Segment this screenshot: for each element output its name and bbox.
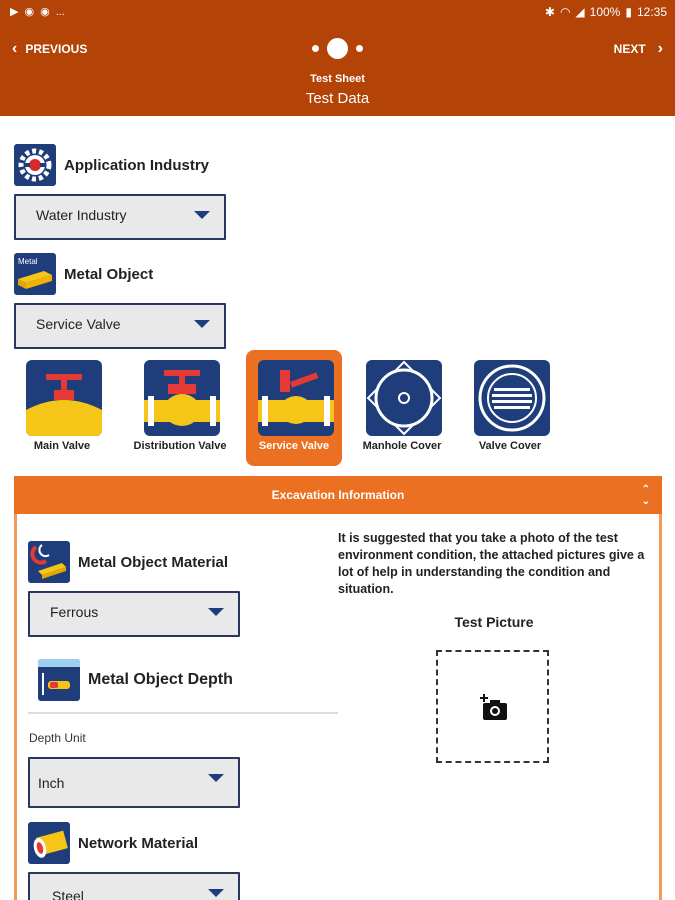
chevron-down-icon	[194, 211, 210, 219]
metal-object-header	[14, 253, 153, 295]
depth-unit-dropdown-value: Inch	[38, 775, 65, 791]
tile-main-valve[interactable]	[14, 350, 110, 466]
collapse-toggle-icon[interactable]: ⌃ ⌄	[641, 484, 650, 507]
network-header	[28, 822, 198, 864]
main-valve-icon	[26, 360, 102, 436]
distribution-valve-icon	[144, 360, 220, 436]
valve-cover-icon	[474, 360, 550, 436]
chevron-down-icon	[208, 774, 224, 782]
metal-bar-icon	[14, 253, 56, 295]
signal-icon: ◢	[575, 5, 585, 19]
industry-dropdown-value: Water Industry	[36, 207, 127, 223]
network-title: Network Material	[78, 834, 199, 852]
depth-title: Metal Object Depth	[88, 671, 233, 688]
status-bar	[0, 0, 675, 24]
chevron-left-icon: ‹	[12, 40, 18, 57]
next-button[interactable]	[614, 42, 663, 56]
battery-level: 100%	[589, 5, 621, 19]
photo-hint-text: It is suggested that you take a photo of the test environment condition, the attached pictures give a lot of help in understanding the condition and situation.	[338, 531, 645, 596]
page-dot	[356, 45, 363, 52]
tile-label: Valve Cover	[478, 440, 542, 452]
depth-unit-label: Depth Unit	[29, 731, 86, 745]
page-dot	[312, 45, 319, 52]
tile-label: Main Valve	[33, 440, 91, 452]
depth-header	[38, 659, 233, 701]
manhole-cover-icon	[366, 360, 442, 436]
industry-dropdown[interactable]	[14, 194, 226, 240]
network-dropdown[interactable]	[28, 872, 240, 900]
divider	[28, 712, 338, 714]
metal-object-tiles	[14, 350, 574, 468]
page-indicator	[312, 38, 363, 59]
magnet-icon	[28, 541, 70, 583]
notification-icon: ◉	[24, 6, 35, 18]
tile-label: Service Valve	[258, 440, 330, 452]
sheet-label: Test Sheet	[310, 73, 365, 85]
add-photo-icon	[480, 694, 510, 724]
play-icon: ▶	[10, 6, 19, 18]
battery-icon: ▮	[625, 5, 632, 19]
tile-distribution-valve[interactable]	[132, 350, 228, 466]
app-header	[0, 24, 675, 116]
notification-icon: ◉	[40, 6, 50, 18]
page-dot-current	[327, 38, 348, 59]
metal-object-dropdown[interactable]	[14, 303, 226, 349]
chevron-down-icon	[194, 320, 210, 328]
network-dropdown-value: Steel	[52, 888, 84, 900]
tile-label: Distribution Valve	[133, 440, 227, 452]
application-industry-header	[14, 144, 209, 186]
next-label: NEXT	[613, 42, 646, 56]
more-notifications: ...	[55, 5, 65, 18]
metal-object-title: Metal Object	[64, 265, 154, 283]
application-industry-title: Application Industry	[64, 156, 210, 174]
metal-icon-text: Metal	[18, 257, 38, 266]
page-title: Test Data	[305, 90, 370, 107]
excavation-panel-header[interactable]	[14, 476, 662, 514]
pipe-icon	[28, 822, 70, 864]
chevron-down-icon	[208, 889, 224, 897]
material-header	[28, 541, 228, 583]
material-title: Metal Object Material	[78, 553, 229, 571]
chevron-right-icon: ›	[657, 40, 663, 57]
chevron-down-icon	[208, 608, 224, 616]
metal-object-dropdown-value: Service Valve	[36, 316, 121, 332]
bluetooth-icon: ✱	[544, 5, 555, 19]
add-photo-button[interactable]	[436, 650, 549, 763]
previous-label: PREVIOUS	[25, 42, 88, 56]
tile-manhole-cover[interactable]	[354, 350, 450, 466]
service-valve-icon	[258, 360, 334, 436]
clock: 12:35	[636, 5, 667, 19]
tile-service-valve[interactable]	[246, 350, 342, 466]
material-dropdown-value: Ferrous	[50, 604, 99, 620]
tile-valve-cover[interactable]	[462, 350, 558, 466]
industry-gear-icon	[14, 144, 56, 186]
material-dropdown[interactable]	[28, 591, 240, 637]
wifi-icon: ◠	[559, 5, 571, 19]
previous-button[interactable]	[12, 42, 87, 56]
excavation-panel-title: Excavation Information	[271, 488, 405, 502]
test-picture-title: Test Picture	[454, 614, 534, 630]
depth-icon	[38, 659, 80, 701]
tile-label: Manhole Cover	[362, 440, 442, 452]
depth-unit-dropdown[interactable]	[28, 757, 240, 808]
